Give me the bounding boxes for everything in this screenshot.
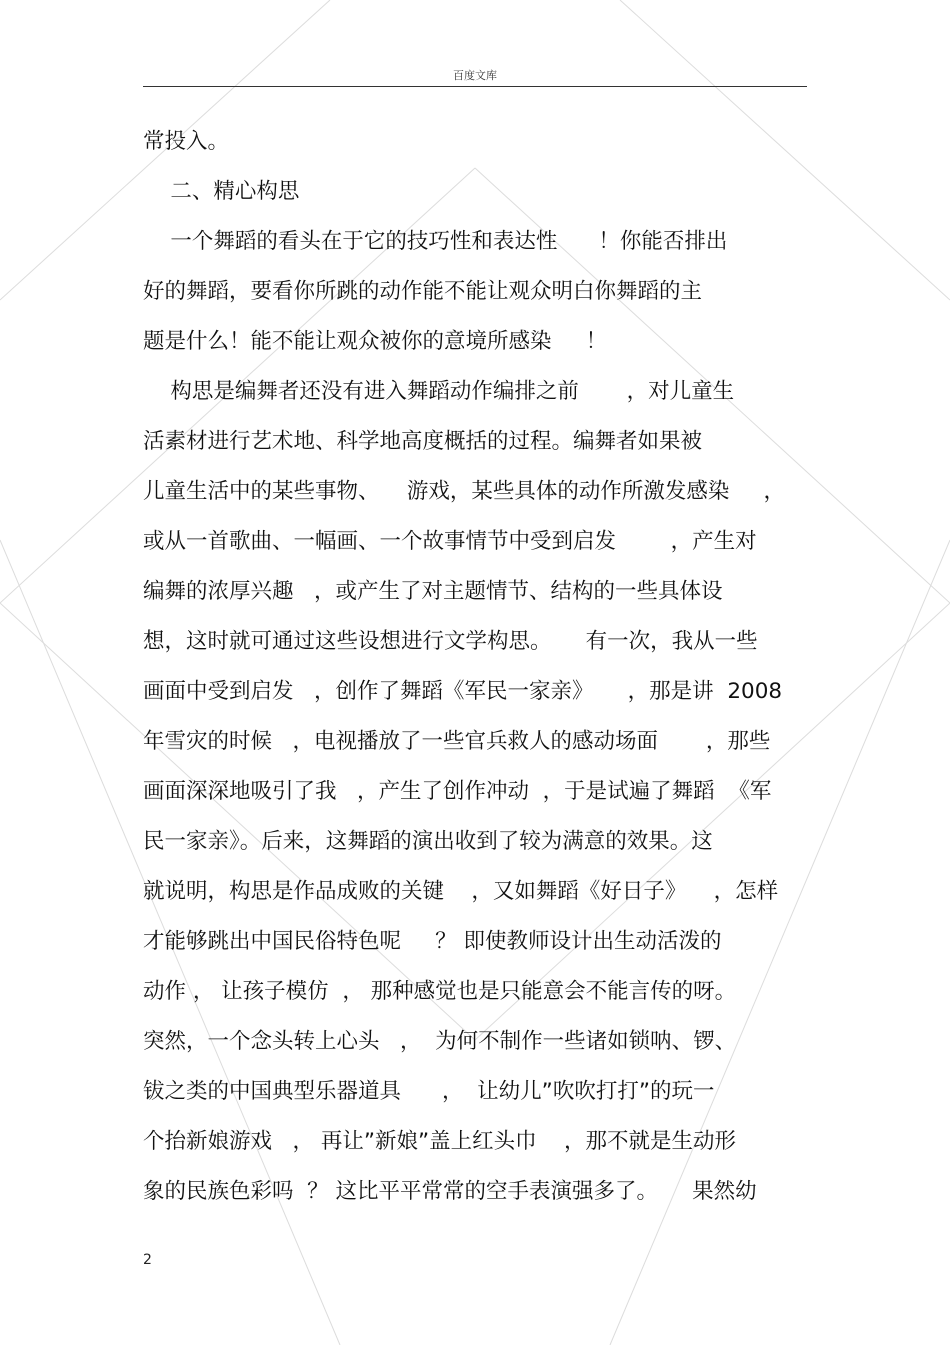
- page-header: [143, 64, 807, 87]
- text-line: 动作 ， 让孩子模仿 ， 那种感觉也是只能意会不能言传的呀。: [143, 979, 737, 1004]
- text-line: 一个舞蹈的看头在于它的技巧性和表达性 ！你能否排出: [143, 229, 728, 254]
- text-line: 象的民族色彩吗 ？ 这比平平常常的空手表演强多了。 果然幼: [143, 1179, 757, 1204]
- document-body: [143, 117, 807, 1217]
- text-line: 常投入。: [143, 129, 230, 154]
- text-line: 或从一首歌曲、一幅画、一个故事情节中受到启发 ，产生对: [143, 529, 757, 554]
- text-line: 题是什么！能不能让观众被你的意境所感染 ！: [143, 329, 608, 354]
- header-title: 百度文库: [453, 69, 497, 82]
- text-line: 突然，一个念头转上心头 ， 为何不制作一些诸如锁呐、锣、: [143, 1029, 737, 1054]
- text-line: 儿童生活中的某些事物、 游戏，某些具体的动作所激发感染 ，: [143, 479, 786, 504]
- text-line: 民一家亲》。后来，这舞蹈的演出收到了较为满意的效果。这: [143, 829, 713, 854]
- text-line: 好的舞蹈，要看你所跳的动作能不能让观众明白你舞蹈的主: [143, 279, 703, 304]
- page-number: 2: [143, 1252, 152, 1268]
- text-line: 钹之类的中国典型乐器道具 ， 让幼儿”吹吹打打”的玩一: [143, 1079, 715, 1104]
- text-line: 年雪灾的时候 ，电视播放了一些官兵救人的感动场面 ，那些: [143, 729, 771, 754]
- section-heading: 二、精心构思: [143, 179, 300, 204]
- text-line: 个抬新娘游戏 ， 再让”新娘”盖上红头巾 ，那不就是生动形: [143, 1129, 736, 1154]
- text-line: 想，这时就可通过这些设想进行文学构思。 有一次，我从一些: [143, 629, 758, 654]
- text-line: 画面中受到启发 ，创作了舞蹈《军民一家亲》 ，那是讲 2008: [143, 679, 783, 704]
- text-line: 画面深深地吸引了我 ，产生了创作冲动 ，于是试遍了舞蹈 《军: [143, 779, 772, 804]
- text-line: 编舞的浓厚兴趣 ，或产生了对主题情节、结构的一些具体设: [143, 579, 723, 604]
- text-line: 构思是编舞者还没有进入舞蹈动作编排之前 ，对儿童生: [143, 379, 735, 404]
- text-line: 就说明，构思是作品成败的关键 ，又如舞蹈《好日子》 ，怎样: [143, 879, 779, 904]
- text-line: 活素材进行艺术地、科学地高度概括的过程。编舞者如果被: [143, 429, 703, 454]
- text-line: 才能够跳出中国民俗特色呢 ？ 即使教师设计出生动活泼的: [143, 929, 722, 954]
